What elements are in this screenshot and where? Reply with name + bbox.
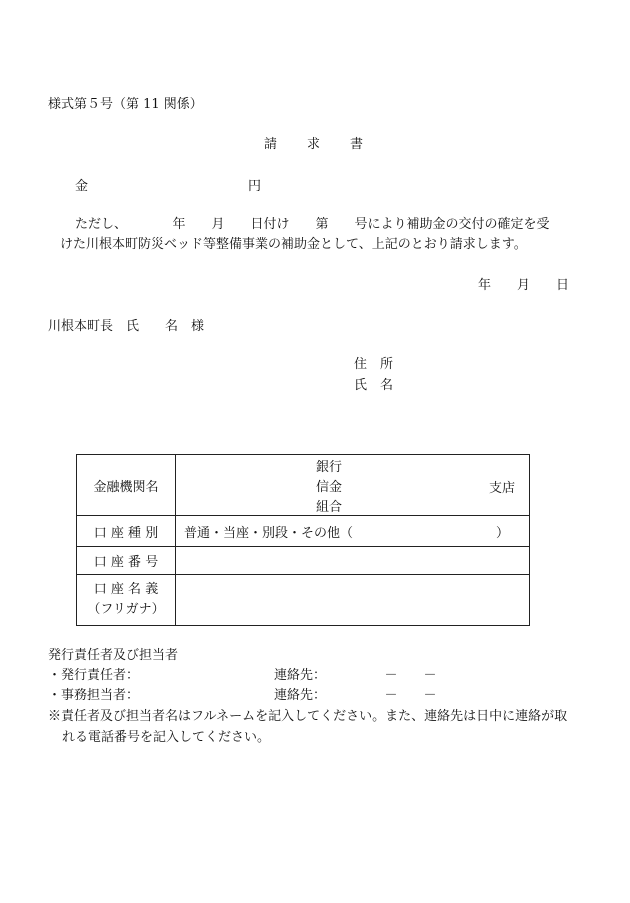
type-kumiai: 組合 [316, 500, 343, 515]
type-shinkin: 信金 [316, 480, 343, 495]
addressee: 川根本町長 氏 名 様 [48, 319, 205, 334]
amount-prefix: 金 [75, 179, 89, 194]
institution-types [316, 458, 342, 518]
issuer-contact: 連絡先： － － [274, 668, 437, 683]
institution-field[interactable] [176, 455, 530, 516]
table-row [77, 547, 530, 575]
type-bank: 銀行 [316, 460, 343, 475]
note-line-2: れる電話番号を記入してください。 [62, 730, 271, 745]
staff-label: ・事務担当者： [48, 688, 140, 703]
date-row: 年 月 日 [478, 278, 570, 293]
title-char-2: 求 [307, 137, 321, 152]
table-row [77, 575, 530, 626]
table-row [77, 455, 530, 516]
account-holder-label [77, 575, 176, 626]
body-text-line-2: けた川根本町防災ベッド等整備事業の補助金として、上記のとおり請求します。 [60, 237, 527, 252]
note-line-1: ※責任者及び担当者名はフルネームを記入してください。また、連絡先は日中に連絡が取 [48, 709, 568, 724]
document-title [264, 138, 363, 151]
account-number-field[interactable] [176, 547, 530, 575]
issuer-label: ・発行責任者： [48, 668, 140, 683]
account-holder-kana: （フリガナ） [87, 602, 165, 617]
branch-label: 支店 [488, 481, 515, 496]
account-type-label: 口 座 種 別 [77, 516, 176, 547]
responsible-title: 発行責任者及び担当者 [48, 648, 179, 663]
amount-suffix: 円 [248, 179, 262, 194]
account-holder-field[interactable] [176, 575, 530, 626]
account-type-options[interactable]: 普通・当座・別段・その他（ ） [176, 516, 530, 547]
title-char-3: 書 [350, 137, 364, 152]
address-label: 住 所 [354, 357, 394, 372]
name-label: 氏 名 [354, 378, 394, 393]
table-row [77, 516, 530, 547]
account-holder-title: 口 座 名 義 [93, 582, 159, 597]
bank-account-table [76, 454, 530, 626]
staff-contact: 連絡先： － － [274, 688, 437, 703]
institution-label: 金融機関名 [77, 455, 176, 516]
body-text-line-1: ただし、 年 月 日付け 第 号により補助金の交付の確定を受 [75, 217, 550, 232]
account-number-label: 口 座 番 号 [77, 547, 176, 575]
title-char-1: 請 [264, 137, 278, 152]
form-number: 様式第５号（第 11 関係） [48, 97, 203, 112]
